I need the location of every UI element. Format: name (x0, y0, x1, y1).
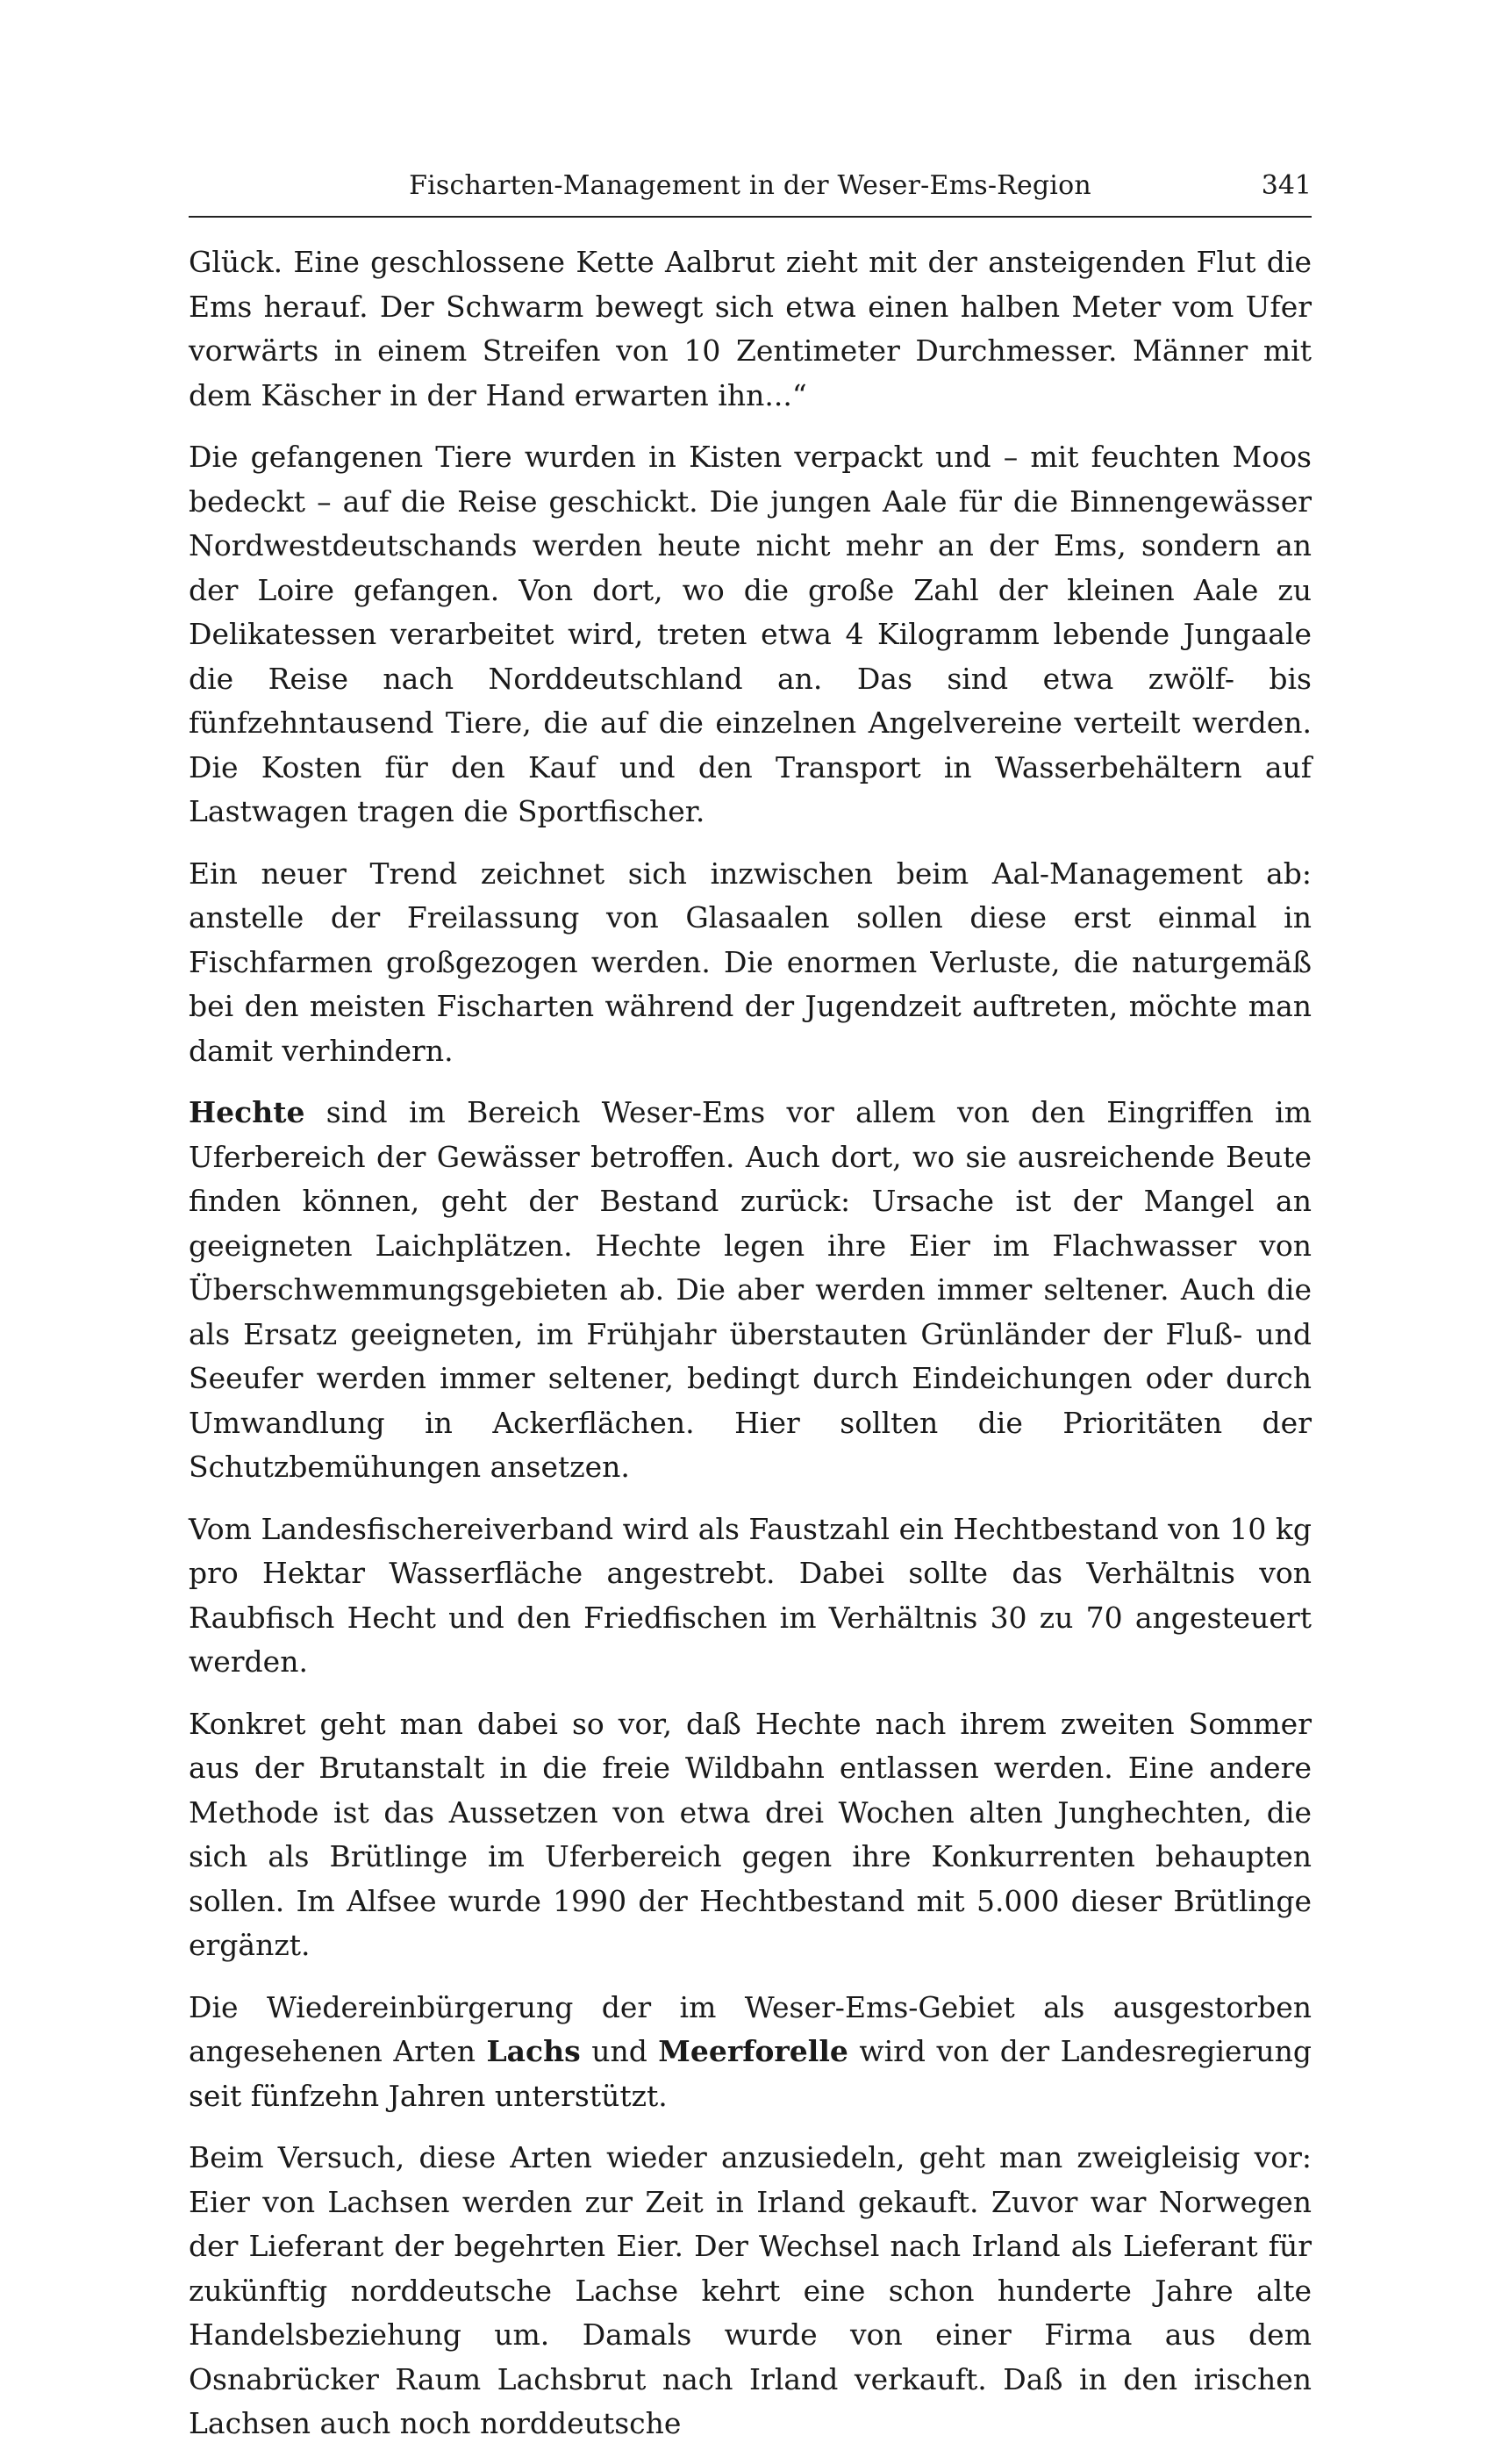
paragraph-text: Ein neuer Trend zeichnet sich inzwischen beim Aal-Management ab: anstelle der Freilassung von Glasaalen sollen diese erst einmal in Fischfarmen großgezogen werden. Die enormen Verluste, die naturgemäß bei den meisten Fischarten während der Jugendzeit auftreten, möchte man damit verhindern. (189, 856, 1312, 1068)
paragraph (189, 852, 1312, 1074)
page-number: 341 (1261, 170, 1312, 201)
keyword-hechte: Hechte (189, 1095, 305, 1129)
paragraph (189, 1986, 1312, 2119)
paragraph-text: sind im Bereich Weser-Ems vor allem von den Eingriffen im Uferbereich der Gewässer betroffen. Auch dort, wo sie ausreichende Beute finden können, geht der Bestand zurück: Ursache ist der Mangel an geeigneten Laichplätzen. Hechte legen ihre Eier im Flachwasser von Überschwemmungsgebieten ab. Die aber werden immer seltener. Auch die als Ersatz geeigneten, im Frühjahr überstauten Grünländer der Fluß- und Seeufer werden immer seltener, bedingt durch Eindeichungen oder durch Umwandlung in Ackerflächen. Hier sollten die Prioritäten der Schutzbemühungen ansetzen. (189, 1095, 1312, 1484)
paragraph-text: Die gefangenen Tiere wurden in Kisten verpackt und – mit feuchten Moos bedeckt – auf die Reise geschickt. Die jungen Aale für die Binnengewässer Nordwestdeutschands werden heute nicht mehr an der Ems, sondern an der Loire gefangen. Von dort, wo die große Zahl der kleinen Aale zu Delikatessen verarbeitet wird, treten etwa 4 Kilogramm lebende Jungaale die Reise nach Norddeutschland an. Das sind etwa zwölf- bis fünfzehntausend Tiere, die auf die einzelnen Angelvereine verteilt werden. Die Kosten für den Kauf und den Transport in Wasserbehältern auf Lastwagen tragen die Sportfischer. (189, 440, 1312, 828)
paragraph-text: Konkret geht man dabei so vor, daß Hechte nach ihrem zweiten Sommer aus der Brutanstalt in die freie Wildbahn entlassen werden. Eine andere Methode ist das Aussetzen von etwa drei Wochen alten Junghechten, die sich als Brütlinge im Uferbereich gegen ihre Konkurrenten behaupten sollen. Im Alfsee wurde 1990 der Hechtbestand mit 5.000 dieser Brütlinge ergänzt. (189, 1706, 1312, 1962)
running-head (189, 167, 1312, 218)
paragraph-text: und (580, 2034, 659, 2068)
body-text (189, 240, 1312, 2446)
paragraph-text: Beim Versuch, diese Arten wieder anzusiedeln, geht man zweigleisig vor: Eier von Lachsen werden zur Zeit in Irland gekauft. Zuvor war Norwegen der Lieferant der begehrten Eier. Der Wechsel nach Irland als Lieferant für zukünftig norddeutsche Lachse kehrt eine schon hunderte Jahre alte Handelsbeziehung um. Damals wurde von einer Firma aus dem Osnabrücker Raum Lachsbrut nach Irland verkauft. Daß in den irischen Lachsen auch noch norddeutsche (189, 2140, 1312, 2440)
paragraph (189, 1702, 1312, 1968)
paragraph (189, 2136, 1312, 2446)
running-title: Fischarten-Management in der Weser-Ems-Region (409, 170, 1091, 201)
paragraph-text: Die Wiedereinbürgerung der im Weser-Ems-Gebiet als ausgestorben angesehenen Arten (189, 1989, 1312, 2068)
paragraph (189, 1091, 1312, 1490)
book-page (189, 167, 1312, 2464)
paragraph (189, 240, 1312, 418)
paragraph-text: Vom Landesfischereiverband wird als Faustzahl ein Hechtbestand von 10 kg pro Hektar Wasserfläche angestrebt. Dabei sollte das Verhältnis von Raubfisch Hecht und den Friedfischen im Verhältnis 30 zu 70 angesteuert werden. (189, 1511, 1312, 1679)
keyword-lachs: Lachs (486, 2034, 581, 2068)
paragraph-text: wird von der Landesregierung seit fünfzehn Jahren unterstützt. (189, 2034, 1312, 2113)
paragraph (189, 435, 1312, 834)
paragraph (189, 1508, 1312, 1685)
paragraph-text: Glück. Eine geschlossene Kette Aalbrut zieht mit der ansteigenden Flut die Ems herauf. Der Schwarm bewegt sich etwa einen halben Meter vom Ufer vorwärts in einem Streifen von 10 Zentimeter Durchmesser. Männer mit dem Käscher in der Hand erwarten ihn...“ (189, 245, 1312, 412)
keyword-meerforelle: Meerforelle (658, 2034, 848, 2068)
